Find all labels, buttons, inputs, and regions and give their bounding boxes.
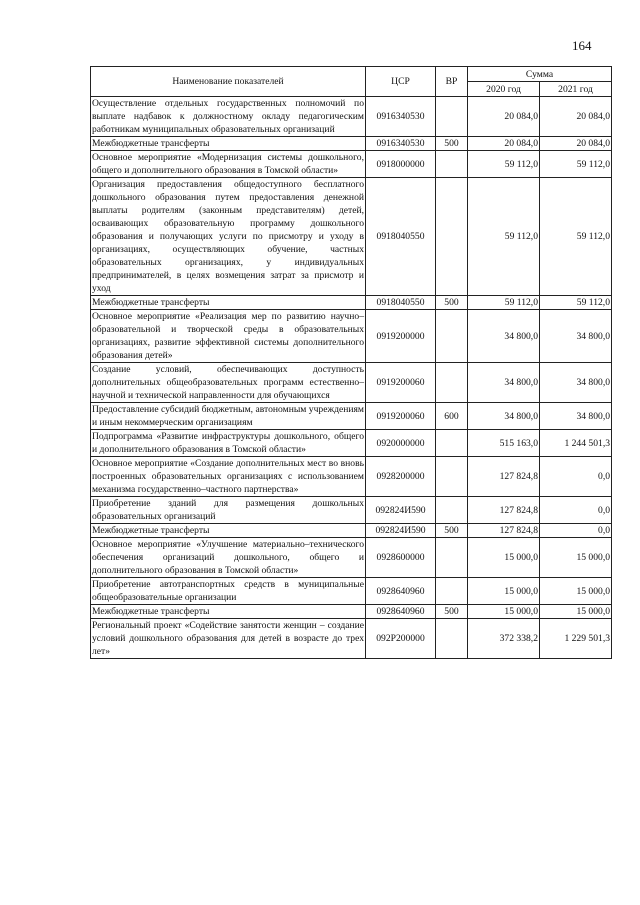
table-row [91,151,612,178]
row-amount-2021: 20 084,0 [540,97,612,137]
row-amount-2020: 372 338,2 [468,619,540,659]
table-row [91,296,612,310]
row-name: Создание условий, обеспечивающих доступность дополнительных общеобразовательных программ естественно–научной и технической направленности для обучающихся [92,364,364,401]
row-name: Основное мероприятие «Реализация мер по развитию научно–образовательной и творческой среды в образовательных организациях, развитие эффективной системы дополнительного образования детей» [92,311,364,361]
row-name: Подпрограмма «Развитие инфраструктуры дошкольного, общего и дополнительного образования в Томской области» [92,431,364,455]
row-amount-2020: 59 112,0 [468,296,540,310]
row-amount-2021: 1 229 501,3 [540,619,612,659]
row-vr: 500 [436,137,468,151]
row-amount-2020: 20 084,0 [468,137,540,151]
table-row [91,524,612,538]
row-vr [436,619,468,659]
table-row [91,310,612,363]
table-row [91,178,612,296]
header-year-2020: 2020 год [468,82,540,97]
row-amount-2021: 0,0 [540,524,612,538]
header-sum: Сумма [468,67,612,82]
row-vr [436,497,468,524]
row-amount-2020: 127 824,8 [468,497,540,524]
row-vr [436,430,468,457]
table-row [91,497,612,524]
row-name: Межбюджетные трансферты [91,137,366,151]
table-row [91,137,612,151]
row-amount-2021: 34 800,0 [540,403,612,430]
row-amount-2020: 59 112,0 [468,178,540,296]
row-csr: 0920000000 [366,430,436,457]
table-row [91,578,612,605]
row-name: Основное мероприятие «Создание дополнительных мест во вновь построенных образовательных организациях с использованием механизма государственно–частного партнерства» [92,458,364,495]
row-vr [436,363,468,403]
row-amount-2020: 59 112,0 [468,151,540,178]
row-amount-2020: 15 000,0 [468,605,540,619]
row-name: Осуществление отдельных государственных полномочий по выплате надбавок к должностному окладу педагогическим работникам муниципальных образовательных организаций [92,98,364,135]
header-name: Наименование показателей [91,67,366,97]
row-vr: 500 [436,605,468,619]
row-vr: 500 [436,296,468,310]
row-vr [436,310,468,363]
row-name: Предоставление субсидий бюджетным, автономным учреждениям и иным некоммерческим организациям [92,404,364,428]
table-row [91,538,612,578]
row-vr: 600 [436,403,468,430]
row-name: Основное мероприятие «Улучшение материально–технического обеспечения организаций дошкольного, общего и дополнительного образования в Томской области» [92,539,364,576]
row-amount-2021: 0,0 [540,457,612,497]
row-csr: 0918040550 [366,296,436,310]
row-vr [436,538,468,578]
row-amount-2021: 59 112,0 [540,178,612,296]
table-row [91,363,612,403]
row-amount-2020: 15 000,0 [468,538,540,578]
row-vr [436,578,468,605]
table-row [91,457,612,497]
row-name: Межбюджетные трансферты [91,524,366,538]
row-vr: 500 [436,524,468,538]
table-row [91,97,612,137]
row-name: Межбюджетные трансферты [91,605,366,619]
table-body [91,97,612,659]
row-vr [436,97,468,137]
row-name: Региональный проект «Содействие занятости женщин – создание условий дошкольного образования для детей в возрасте до трех лет» [92,620,364,657]
row-amount-2020: 127 824,8 [468,457,540,497]
row-csr: 0916340530 [366,97,436,137]
row-amount-2020: 34 800,0 [468,403,540,430]
row-csr: 0928640960 [366,578,436,605]
row-name: Приобретение зданий для размещения дошкольных образовательных организаций [92,498,364,522]
row-csr: 0928640960 [366,605,436,619]
row-vr [436,178,468,296]
row-amount-2021: 34 800,0 [540,310,612,363]
row-vr [436,151,468,178]
budget-table [90,66,612,659]
row-amount-2021: 15 000,0 [540,538,612,578]
row-vr [436,457,468,497]
table-row [91,403,612,430]
row-csr: 092824И590 [366,524,436,538]
row-name: Основное мероприятие «Модернизация системы дошкольного, общего и дополнительного образования в Томской области» [92,152,364,176]
table-row [91,605,612,619]
row-name: Приобретение автотранспортных средств в муниципальные общеобразовательные организации [92,579,364,603]
row-csr: 0919200060 [366,363,436,403]
row-amount-2021: 15 000,0 [540,605,612,619]
row-amount-2020: 34 800,0 [468,310,540,363]
row-amount-2021: 1 244 501,3 [540,430,612,457]
row-amount-2020: 515 163,0 [468,430,540,457]
table-row [91,619,612,659]
row-name: Межбюджетные трансферты [91,296,366,310]
row-amount-2020: 34 800,0 [468,363,540,403]
row-amount-2021: 34 800,0 [540,363,612,403]
row-csr: 092824И590 [366,497,436,524]
row-csr: 0918000000 [366,151,436,178]
row-csr: 0918040550 [366,178,436,296]
row-csr: 0928600000 [366,538,436,578]
row-amount-2021: 15 000,0 [540,578,612,605]
table-row [91,430,612,457]
header-year-2021: 2021 год [540,82,612,97]
row-name: Организация предоставления общедоступного бесплатного дошкольного образования путем предоставления денежной выплаты родителям (законным представителям) детей, осваивающих образовательную программу дошкольного образования и получающих услуги по присмотру и уходу в организациях, осуществляющих обучение, частных образовательных организациях, у индивидуальных предпринимателей, в целях возмещения затрат за присмотр и уход [92,179,364,294]
row-csr: 0928200000 [366,457,436,497]
row-amount-2021: 20 084,0 [540,137,612,151]
row-amount-2021: 59 112,0 [540,151,612,178]
row-csr: 0919200000 [366,310,436,363]
page-number: 164 [572,38,592,53]
header-vr: ВР [436,67,468,97]
row-amount-2020: 20 084,0 [468,97,540,137]
row-amount-2021: 0,0 [540,497,612,524]
row-amount-2020: 15 000,0 [468,578,540,605]
row-csr: 092P200000 [366,619,436,659]
row-csr: 0916340530 [366,137,436,151]
row-amount-2021: 59 112,0 [540,296,612,310]
row-amount-2020: 127 824,8 [468,524,540,538]
header-csr: ЦСР [366,67,436,97]
row-csr: 0919200060 [366,403,436,430]
